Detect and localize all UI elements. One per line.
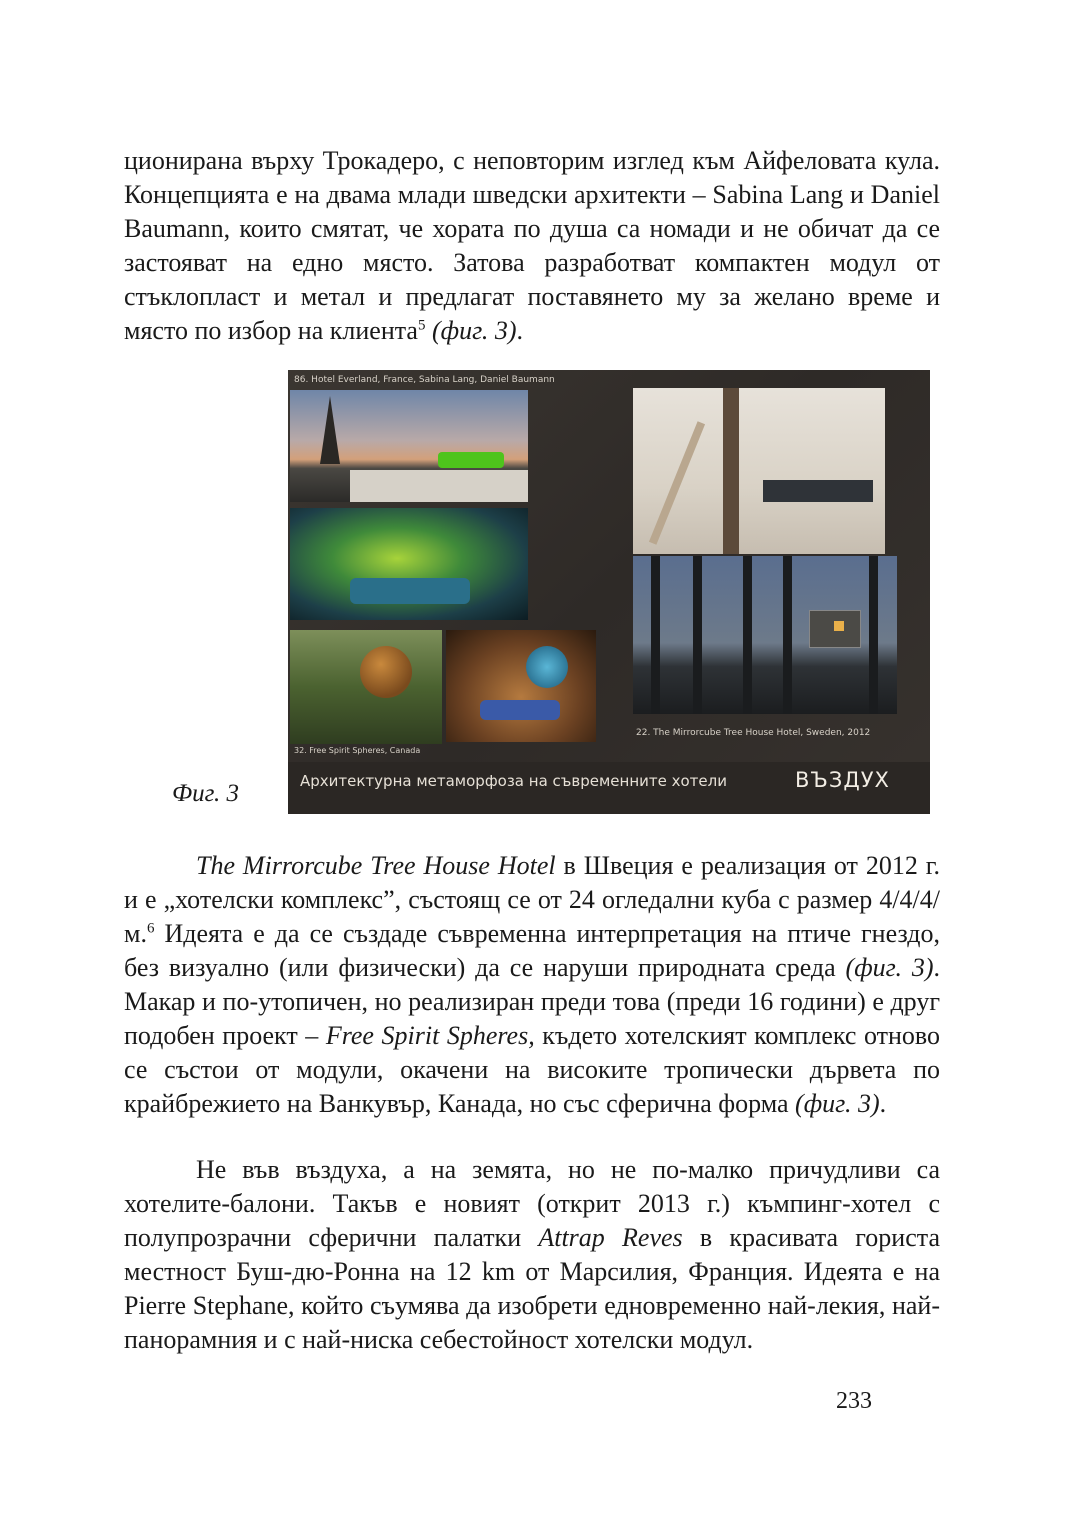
p2-text-2: Идеята е да се създаде съвременна интерпретация на птиче гнездо, без визуално (или физически) да се наруши природната среда [124,919,940,982]
figure-label-hotel-everland: 86. Hotel Everland, France, Sabina Lang, Daniel Baumann [294,375,555,385]
page-number: 233 [836,1388,872,1414]
tree-shape [651,556,660,714]
sphere-shape [360,646,412,698]
paragraph-3 [124,1153,940,1357]
p3-italic-name: Attrap Reves [538,1223,683,1252]
photo-mirrorcube-forest [633,556,897,714]
tree-shape [693,556,702,714]
green-pod-shape [438,452,504,468]
figure-label-mirrorcube: 22. The Mirrorcube Tree House Hotel, Sweden, 2012 [636,728,871,738]
fig-reference: (фиг. 3) [431,316,517,345]
round-window-shape [526,646,568,688]
trunk-shape [723,388,739,554]
tree-shape [869,556,878,714]
figure-banner-text: Архитектурна метаморфоза на съвременните хотели [300,772,727,790]
p2-end: . [879,1089,887,1118]
figure-banner-word: ВЪЗДУХ [795,768,890,792]
photo-green-interior [290,508,528,620]
figure-caption: Фиг. 3 [172,780,240,807]
p1-end: . [516,316,524,345]
photo-sphere-interior [446,630,596,742]
figure-collage [288,370,930,814]
bed-shape [763,480,873,502]
fig-reference: (фиг. 3) [845,953,934,982]
p2-text-4: където хотелският комплекс отново се състои от модули, окачени на високите тропически дървета по крайбрежието на Ванкувър, Канада, но със сферична форма [124,1021,940,1118]
footnote-5[interactable]: 5 [417,317,426,334]
p2-text-1: в Швеция е реализация от 2012 г. и е „хотелски комплекс”, състоящ се от 24 огледални куба с размер 4/4/4/м. [124,851,941,948]
p2-italic-title: The Mirrorcube Tree House Hotel [196,851,556,880]
fig-reference: (фиг. 3) [795,1089,880,1118]
p1-text: ционирана върху Трокадеро, с неповторим изглед към Айфеловата кула. Концепцията е на двама млади шведски архитекти – Sabina Lang и Daniel Baumann, които смятат, че хората по душа са номади и не обичат да се застояват на едно място. Затова разработват компактен модул от стъклопласт и метал и предлагат поставянето му за желано време и място по избор на клиента [124,146,940,345]
paragraph-1 [124,144,940,348]
tree-shape [743,556,752,714]
tree-shape [783,556,792,714]
photo-treehouse-room [633,388,885,554]
photo-hotel-everland [290,390,528,502]
building-shape [350,470,528,502]
photo-free-spirit-sphere [290,630,442,744]
mirror-cube-shape [809,610,861,648]
paragraph-2 [124,849,940,1121]
p3-text-2: в красивата гориста местност Буш-дю-Ронна на 12 km от Марсилия, Франция. Идеята е на Pierre Stephane, който съумява да изобрети едновременно най-лекия, най-панорамния и с най-ниска себестойност хотелски модул. [124,1223,940,1354]
p2-italic-project: Free Spirit Spheres, [325,1021,535,1050]
figure-label-spheres: 32. Free Spirit Spheres, Canada [294,746,421,755]
seat-shape [480,700,560,720]
eiffel-tower-shape [320,396,340,464]
ladder-shape [649,421,705,545]
p3-text-1: Не във въздуха, а на земята, но не по-малко причудливи са хотелите-балони. Такъв е новият (открит 2013 г.) къмпинг-хотел с полупрозрачни сферични палатки [124,1155,940,1252]
footnote-6[interactable]: 6 [146,920,155,937]
p2-text-3: . Макар и по-утопичен, но реализиран преди това (преди 16 години) е друг подобен проект – [124,953,940,1050]
bench-shape [350,578,470,604]
